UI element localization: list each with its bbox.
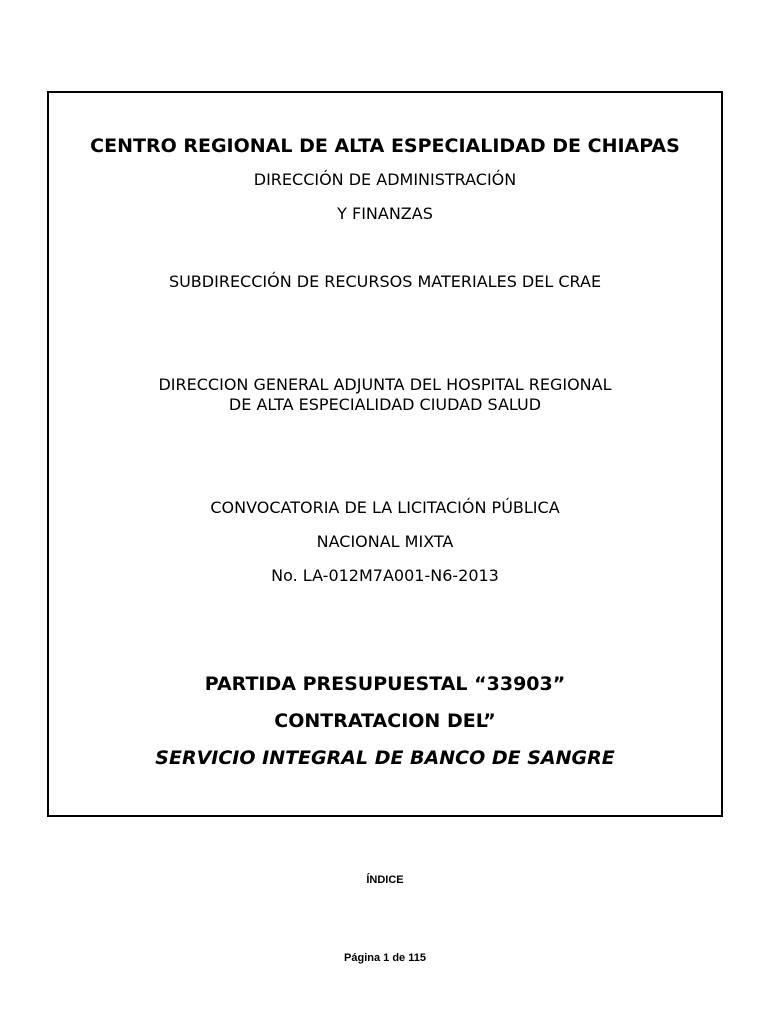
general-direction-line-1: DIRECCION GENERAL ADJUNTA DEL HOSPITAL REGIONAL [158, 375, 612, 394]
call-number: No. LA-012M7A001-N6-2013 [271, 566, 499, 585]
cover-frame [47, 91, 723, 817]
index-heading: ÍNDICE [366, 874, 404, 886]
page-number: Página 1 de 115 [344, 952, 426, 964]
service-title: SERVICIO INTEGRAL DE BANCO DE SANGRE [155, 747, 615, 769]
institution-title: CENTRO REGIONAL DE ALTA ESPECIALIDAD DE CHIAPAS [90, 135, 680, 157]
direction-line-2: Y FINANZAS [337, 204, 433, 223]
subdirection: SUBDIRECCIÓN DE RECURSOS MATERIALES DEL CRAE [168, 272, 602, 291]
general-direction-line-2: DE ALTA ESPECIALIDAD CIUDAD SALUD [228, 395, 542, 414]
contract-line: CONTRATACION DEL” [274, 710, 496, 732]
call-line-2: NACIONAL MIXTA [316, 532, 454, 551]
budget-item: PARTIDA PRESUPUESTAL “33903” [204, 673, 566, 695]
call-line-1: CONVOCATORIA DE LA LICITACIÓN PÚBLICA [210, 498, 560, 517]
direction-line-1: DIRECCIÓN DE ADMINISTRACIÓN [253, 170, 517, 189]
